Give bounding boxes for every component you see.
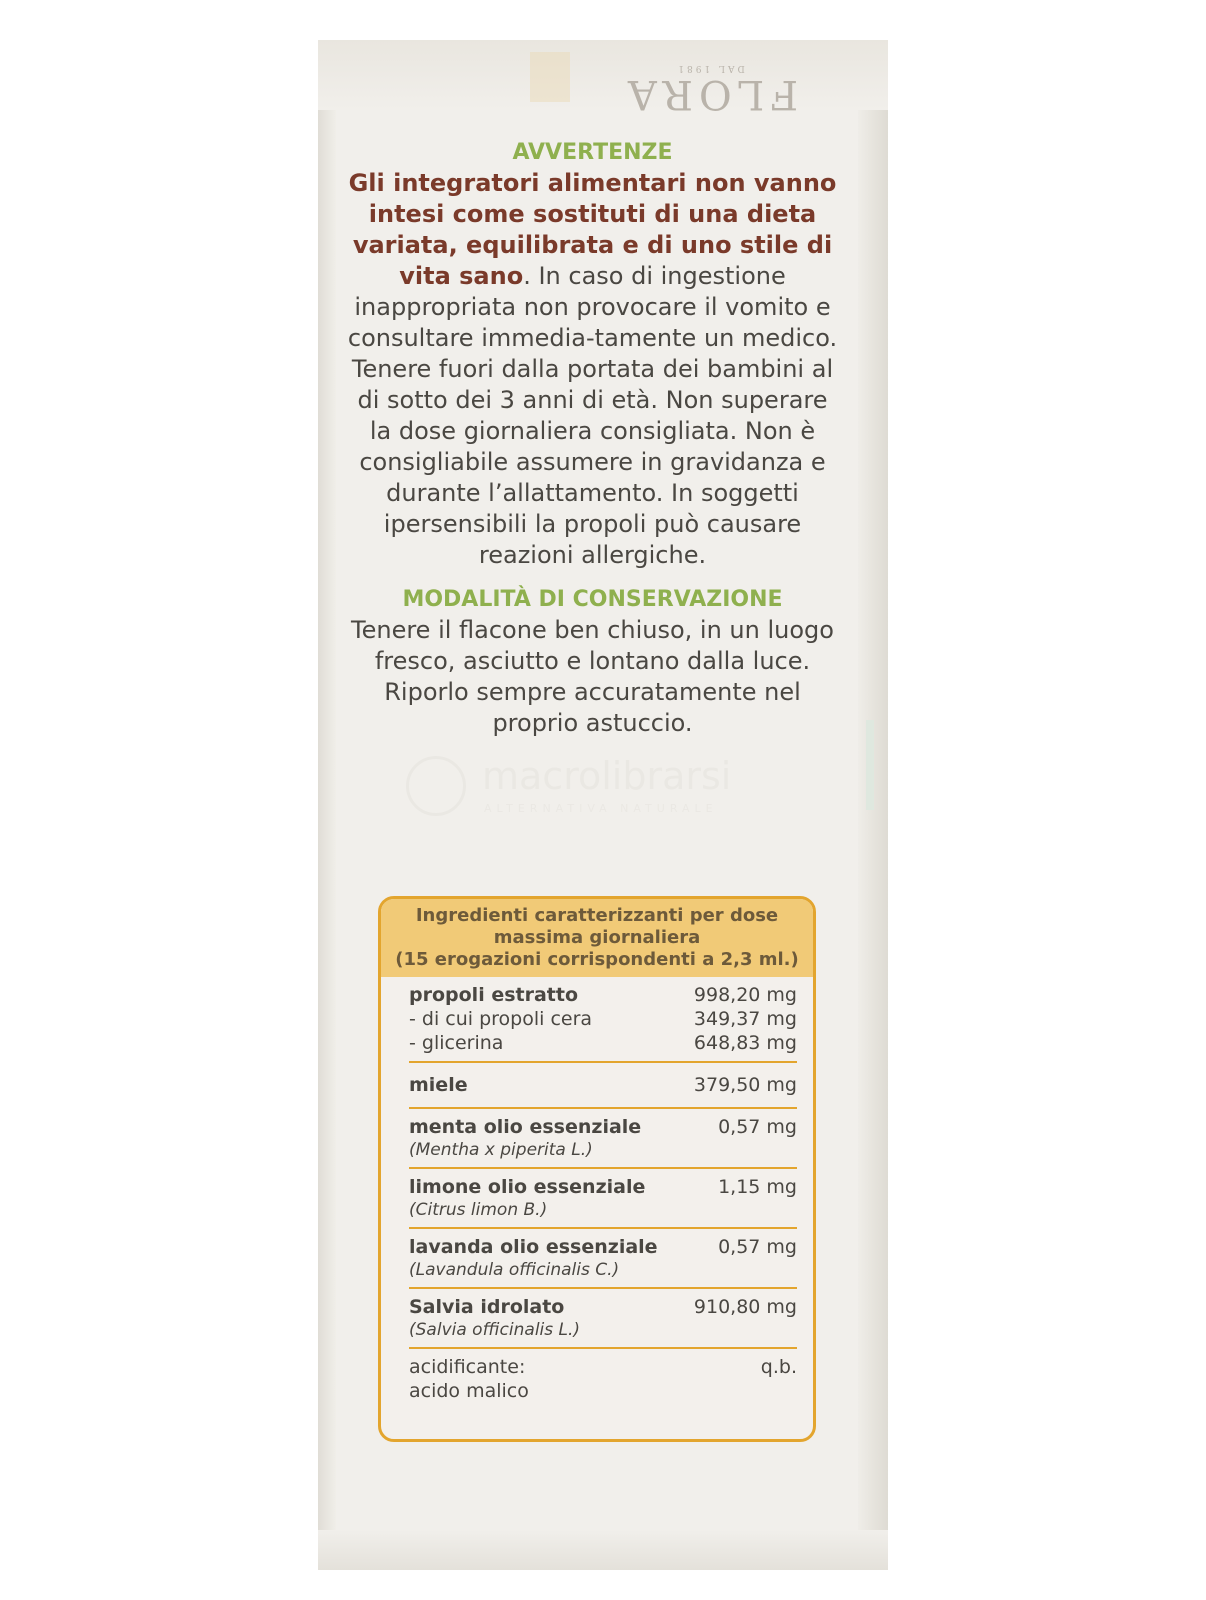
ingredient-value: 1,15 mg (718, 1176, 797, 1198)
ingredient-name: miele (409, 1074, 468, 1096)
watermark-sub: ALTERNATIVA NATURALE (484, 802, 718, 815)
ingredient-latin-name: (Citrus limon B.) (409, 1200, 548, 1220)
ingredient-name: limone olio essenziale (409, 1176, 646, 1198)
label-text (345, 138, 840, 739)
ingredient-row (409, 1229, 797, 1289)
ingredients-table (378, 896, 816, 1442)
ingredient-latin-name: (Lavandula officinalis C.) (409, 1260, 620, 1280)
brand-tagline: DAL 1981 (675, 63, 745, 73)
ingredients-header-line3: (15 erogazioni corrispondenti a 2,3 ml.) (395, 949, 799, 970)
ingredient-value: 910,80 mg (693, 1296, 797, 1318)
ingredient-value: 0,57 mg (718, 1116, 797, 1138)
brand-name: FLORA (621, 71, 799, 117)
box-left-edge (318, 40, 336, 1570)
warnings-bold-text: Gli integratori alimentari non vanno intesi come sostituti di una dieta variata, equilibrata e di uno stile di vita sano (348, 169, 837, 290)
ingredient-name: acidificante: (409, 1356, 526, 1378)
ingredient-value: q.b. (760, 1356, 797, 1378)
storage-text: Tenere il flacone ben chiuso, in un luogo fresco, asciutto e lontano dalla luce. Riporlo sempre accuratamente nel proprio astuccio. (351, 616, 834, 737)
ingredient-row (409, 1289, 797, 1349)
warnings-text (345, 168, 840, 571)
ingredient-name: Salvia idrolato (409, 1296, 565, 1318)
box-bottom-flap (318, 1530, 888, 1570)
ingredient-sub-value: 349,37 mg (693, 1008, 797, 1030)
watermark-name: macrolibrarsi (482, 754, 732, 798)
ingredient-latin-name: (Mentha x piperita L.) (409, 1140, 593, 1160)
ingredients-header (381, 899, 813, 977)
ingredient-name: menta olio essenziale (409, 1116, 642, 1138)
watermark (400, 750, 820, 830)
ingredient-name: lavanda olio essenziale (409, 1236, 658, 1258)
warnings-body-text: . In caso di ingestione inappropriata non provocare il vomito e consultare immedia-tamente un medico. Tenere fuori dalla portata dei bambini al di sotto dei 3 anni di età. Non superare la dose giornaliera consigliata. Non è consigliabile assumere in gravidanza e durante l’allattamento. In soggetti ipersensibili la propoli può causare reazioni allergiche. (347, 262, 838, 569)
ingredient-row (409, 1063, 797, 1109)
storage-heading: MODALITÀ DI CONSERVAZIONE (402, 587, 783, 612)
ingredient-latin-name: (Salvia officinalis L.) (409, 1320, 581, 1340)
ingredient-row (409, 1349, 797, 1409)
ingredient-value: 0,57 mg (718, 1236, 797, 1258)
ingredient-value: 379,50 mg (693, 1074, 797, 1096)
ingredients-header-line2: massima giornaliera (493, 927, 701, 948)
ingredient-name-cont: acido malico (409, 1380, 529, 1402)
ingredient-name: propoli estratto (409, 984, 579, 1006)
ingredient-sub-name: - di cui propoli cera (409, 1008, 593, 1030)
box-side-stripe (866, 720, 874, 810)
ingredient-sub-name: - glicerina (409, 1032, 504, 1054)
ingredient-sub-value: 648,83 mg (693, 1032, 797, 1054)
ingredient-row (409, 1109, 797, 1169)
ingredient-row (409, 1169, 797, 1229)
ingredients-header-line1: Ingredienti caratterizzanti per dose (415, 905, 779, 926)
brand-logo-upside-down (560, 62, 860, 117)
warnings-heading: AVVERTENZE (512, 140, 673, 165)
ingredient-value: 998,20 mg (693, 984, 797, 1006)
watermark-leaf-icon (406, 756, 466, 816)
ingredient-row (409, 977, 797, 1063)
